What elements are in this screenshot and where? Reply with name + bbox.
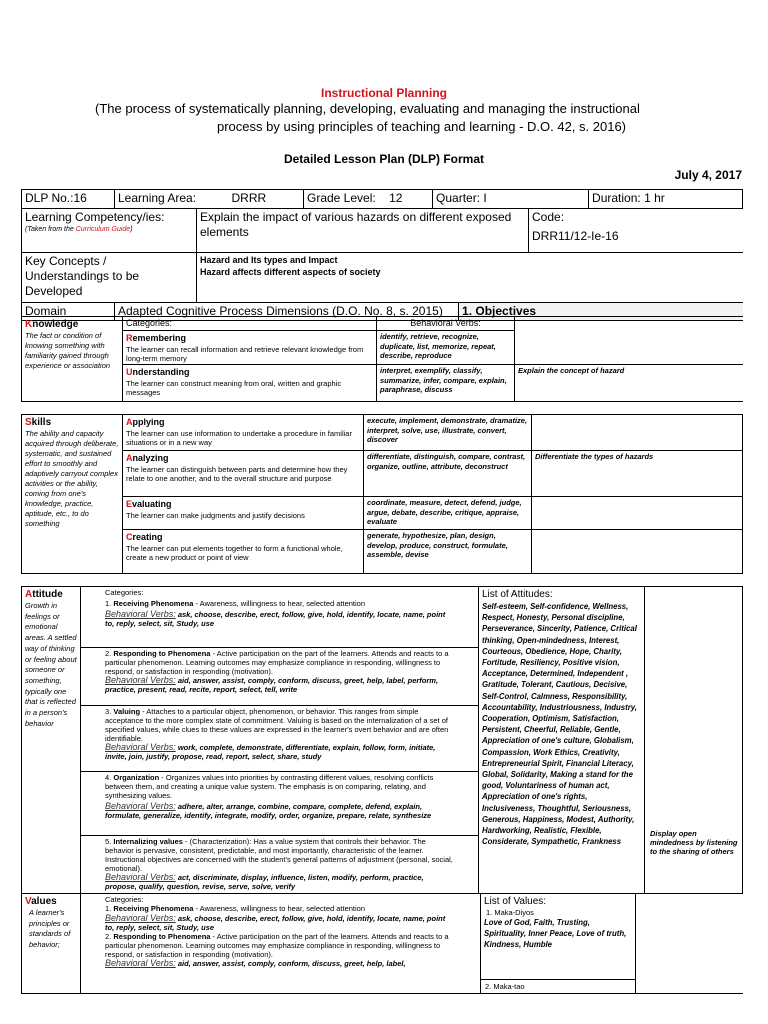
understanding-title: [126, 366, 373, 379]
format-title: Detailed Lesson Plan (DLP) Format: [283, 152, 485, 166]
curriculum-guide-link[interactable]: Curriculum Guide: [75, 226, 131, 233]
creating-cell: [123, 530, 364, 574]
page-subtitle: [95, 100, 655, 136]
values-objective-cell: [636, 894, 743, 994]
attitude-initial: A: [25, 589, 33, 600]
attitude-item-3-text: [105, 707, 454, 743]
skills-rest: kills: [31, 417, 52, 428]
analyzing-desc: The learner can distinguish between parts and determine how they relate to one another, and to the overall structure and purpose: [126, 465, 348, 483]
remembering-verbs: identify, retrieve, recognize, duplicate, list, memorize, repeat, describe, reproduce: [377, 331, 515, 365]
values-item-1-desc: - Awareness, willingness to hear, selected attention: [193, 904, 366, 913]
remembering-desc: The learner can recall information and retrieve relevant knowledge from long-term memory: [126, 345, 364, 363]
analyzing-cell: [123, 451, 364, 497]
attitude-item-2-num: 2.: [105, 649, 112, 658]
attitude-item-4-verbs: [105, 802, 454, 820]
values-list: [481, 894, 636, 980]
attitude-verbs-label-2: Behavioral Verbs:: [105, 675, 176, 685]
skills-domain: [22, 415, 123, 574]
key-concepts-label: Key Concepts / Understandings to be Developed: [22, 253, 197, 303]
lesson-date: July 4, 2017: [674, 168, 742, 182]
attitude-item-2-desc: - Active participation on the part of the learners. Attends and reacts to a particular phenomenon. Learning outcomes may emphasize compliance in responding, willingness to respond, or satisfaction in responding (motivation).: [105, 649, 449, 676]
attitude-item-2-verbs-text: aid, answer, assist, comply, conform, discuss, greet, help, label, perform, practice, present, read, recite, report, select, tell, write: [105, 676, 439, 694]
evaluating-cell: [123, 497, 364, 530]
values-item-2: [81, 932, 480, 968]
attitude-item-5: [81, 836, 478, 893]
key-concepts-text: [197, 253, 743, 303]
subtitle-line-1: (The process of systematically planning, developing, evaluating and managing the instructional: [95, 101, 640, 116]
creating-objective: [532, 530, 743, 574]
code-value: DRR11/12-Ie-16: [532, 229, 619, 243]
understanding-objective: Explain the concept of hazard: [515, 365, 743, 402]
attitude-categories-label: Categories:: [105, 588, 144, 597]
creating-rest: reating: [132, 532, 163, 542]
attitude-item-4-text: [105, 773, 454, 800]
creating-initial: C: [126, 532, 133, 542]
grade-level: [304, 190, 433, 209]
attitude-item-5-num: 5.: [105, 837, 112, 846]
attitude-item-2-verbs: [105, 676, 454, 694]
values-list-item-1: 1. Maka-Diyos: [486, 908, 534, 917]
applying-verbs: execute, implement, demonstrate, dramatize, interpret, solve, use, illustrate, convert, discover: [364, 415, 532, 451]
attitude-title: [25, 588, 77, 601]
attitude-item-1-text: [105, 599, 454, 608]
evaluating-desc: The learner can make judgments and justify decisions: [126, 511, 305, 520]
attitude-item-2-text: [105, 649, 454, 676]
evaluating-initial: E: [126, 499, 133, 509]
applying-desc: The learner can use information to undertake a procedure in familiar situations or in a new way: [126, 429, 352, 447]
info-table: [21, 189, 743, 321]
attitude-item-3-verbs-text: work, complete, demonstrate, differentiate, explain, follow, form, initiate, invite, join, justify, propose, read, report, select, share, study: [105, 743, 436, 761]
values-domain: [22, 894, 81, 994]
remembering-rest: emembering: [132, 333, 187, 343]
attitude-domain: [22, 587, 81, 894]
applying-title: [126, 416, 360, 429]
applying-initial: A: [126, 417, 133, 427]
values-item-2-verbs: [105, 959, 456, 968]
quarter: Quarter: I: [433, 190, 589, 209]
duration: Duration: 1 hr: [589, 190, 743, 209]
attitude-table: [21, 586, 743, 894]
competency-note-prefix: (Taken from the: [25, 226, 76, 233]
verbs-header: Behavioral Verbs:: [377, 317, 515, 331]
analyzing-verbs: differentiate, distinguish, compare, contrast, organize, outline, attribute, deconstruct: [364, 451, 532, 497]
understanding-verbs: interpret, exemplify, classify, summarize, infer, compare, explain, paraphrase, discuss: [377, 365, 515, 402]
remembering-cell: [123, 331, 377, 365]
understanding-desc: The learner can construct meaning from oral, written and graphic messages: [126, 379, 342, 397]
creating-desc: The learner can put elements together to form a functional whole, create a new product or point of view: [126, 544, 343, 562]
learning-area-label: Learning Area:: [115, 190, 229, 209]
applying-rest: pplying: [132, 417, 165, 427]
creating-title: [126, 531, 360, 544]
values-item-2-verbs-text: aid, answer, assist, comply, conform, discuss, greet, help, label,: [177, 959, 406, 968]
attitude-rest: ttitude: [32, 589, 63, 600]
analyzing-objective: Differentiate the types of hazards: [532, 451, 743, 497]
applying-objective: [532, 415, 743, 451]
attitude-item-3-verbs: [105, 743, 454, 761]
evaluating-objective: [532, 497, 743, 530]
knowledge-initial: K: [25, 319, 33, 330]
knowledge-title: [25, 318, 119, 331]
objectives-header: 1. Objectives: [459, 303, 743, 321]
attitude-categories: [81, 587, 479, 894]
attitude-item-5-verbs: [105, 873, 454, 891]
key-concept-2: Hazard affects different aspects of society: [200, 267, 381, 277]
domain-header: Domain: [22, 303, 115, 321]
analyzing-rest: nalyzing: [132, 453, 169, 463]
attitude-item-4-name: Organization: [113, 773, 160, 782]
code-cell: [529, 209, 743, 253]
values-rest: alues: [31, 896, 57, 907]
attitude-item-1-verbs: [105, 610, 454, 628]
knowledge-desc: The fact or condition of knowing something with familiarity gained through experience or association: [25, 331, 111, 370]
attitude-list-label: List of Attitudes:: [482, 589, 553, 600]
values-list-item-1-desc: Love of God, Faith, Trusting, Spirituality, Inner Peace, Love of truth, Kindness, Humble: [484, 918, 627, 949]
applying-cell: [123, 415, 364, 451]
values-item-2-num: 2.: [105, 932, 112, 941]
competency-label-cell: [22, 209, 197, 253]
evaluating-verbs: coordinate, measure, detect, defend, judge, argue, debate, describe, critique, appraise, evaluate: [364, 497, 532, 530]
subtitle-line-2: process by using principles of teaching and learning - D.O. 42, s. 2016): [217, 119, 627, 134]
attitude-objective: Display open mindedness by listening to the sharing of others: [650, 829, 738, 856]
values-item-1-verbs-text: ask, choose, describe, erect, follow, give, hold, identify, locate, name, point to, reply, select, sit, Study, use: [105, 914, 446, 932]
code-label: Code:: [532, 210, 565, 224]
understanding-rest: nderstanding: [132, 367, 190, 377]
dimensions-header: Adapted Cognitive Process Dimensions (D.O. No. 8, s. 2015): [115, 303, 459, 321]
attitude-item-2: [81, 648, 478, 706]
attitude-item-3-desc: - Attaches to a particular object, phenomenon, or behavior. This ranges from simple acceptance to the more complex state of commitment. Valuing is based on the internalization of a set of specified values, while clues to these values are expressed in the learner's overt behavior and are often identifiable.: [105, 707, 449, 743]
attitude-objective-cell: [645, 587, 743, 894]
grade-label: Grade Level:: [307, 191, 376, 205]
values-item-2-name: Responding to Phenomena: [113, 932, 211, 941]
knowledge-rest: nowledge: [32, 319, 79, 330]
key-concept-1: Hazard and Its types and Impact: [200, 255, 338, 265]
skills-title: [25, 416, 119, 429]
values-list-label: List of Values:: [484, 896, 547, 907]
values-title: [25, 895, 77, 908]
learning-area-value: DRRR: [229, 190, 304, 209]
values-item-2-desc: - Active participation on the part of the learners. Attends and reacts to a particular phenomenon. Learning outcomes may emphasize compliance in responding, willingness to respond, or satisfaction in responding (motivation).: [105, 932, 449, 959]
dlp-no: DLP No.:16: [22, 190, 115, 209]
values-desc: A learner's principles or standards of behavior;: [29, 908, 71, 950]
understanding-initial: U: [126, 367, 133, 377]
attitude-list: [479, 587, 645, 894]
attitude-verbs-label-1: Behavioral Verbs:: [105, 609, 176, 619]
attitude-verbs-label-4: Behavioral Verbs:: [105, 801, 176, 811]
attitude-item-4-verbs-text: adhere, alter, arrange, combine, compare, complete, defend, explain, formulate, generalize, identify, integrate, modify, order, organize, prepare, relate, synthesize: [105, 802, 432, 820]
attitude-item-1-num: 1.: [105, 599, 112, 608]
values-item-2-text: [105, 932, 456, 959]
attitude-verbs-label-3: Behavioral Verbs:: [105, 742, 176, 752]
attitude-item-3-name: Valuing: [113, 707, 141, 716]
values-item-1-num: 1.: [105, 904, 112, 913]
knowledge-table: [21, 316, 743, 402]
page-title: Instructional Planning: [320, 86, 447, 100]
evaluating-rest: valuating: [132, 499, 172, 509]
values-table: [21, 893, 743, 994]
competency-note-suffix: ): [130, 226, 133, 233]
knowledge-domain: [22, 317, 123, 402]
remembering-title: [126, 332, 373, 345]
attitude-item-5-verbs-text: act, discriminate, display, influence, listen, modify, perform, practice, propose, qualify, question, revise, serve, solve, verify: [105, 873, 424, 891]
values-item-1-name: Receiving Phenomena: [113, 904, 194, 913]
skills-desc: The ability and capacity acquired through deliberate, systematic, and sustained effort to smoothly and adaptively carryout complex activities or the ability, coming from one's knowledge, practice, aptitude, etc., to do something: [25, 429, 119, 528]
attitude-item-3: [81, 706, 478, 772]
values-categories-label: Categories:: [105, 895, 144, 904]
grade-value: 12: [389, 191, 403, 205]
competency-label: Learning Competency/ies:: [25, 210, 165, 224]
attitude-item-4-num: 4.: [105, 773, 112, 782]
understanding-cell: [123, 365, 377, 402]
attitude-list-text: Self-esteem, Self-confidence, Wellness, Respect, Honesty, Personal discipline, Perseverance, Sincerity, Patience, Critical thinking, Open-mindedness, Interest, Courteous, Obedience, Hope, Charity, Fortitude, Resiliency, Positive vision, Acceptance, Determined, Independent , Gratitude, Tolerant, Cautious, Decisive, Self-Control, Calmness, Responsibility, Accountability, Industriousness, Industry, Cooperation, Optimism, Satisfaction, Persistent, Cheerful, Reliable, Gentle, Appreciation of one's culture, Globalism, Compassion, Work Ethics, Creativity, Entrepreneurial Spirit, Financial Literacy, Global, Solidarity, Making a stand for the good, Voluntariness of human act, Appreciation of one's rights, Inclusiveness, Thoughtful, Seriousness, Generous, Happiness, Modest, Authority, Hardworking, Realistic, Flexible, Considerate, Sympathetic, Frankness: [482, 602, 637, 847]
values-categories: [81, 894, 481, 994]
skills-table: [21, 414, 743, 574]
attitude-item-4: [81, 772, 478, 836]
competency-note: [25, 225, 193, 234]
values-item-1-verbs: [105, 914, 456, 932]
attitude-item-1-desc: - Awareness, willingness to hear, selected attention: [193, 599, 366, 608]
attitude-item-4-desc: - Organizes values into priorities by contrasting different values, resolving conflicts between them, and creating a unique value system. The emphasis is on comparing, relating, and synthesizing values.: [105, 773, 434, 800]
analyzing-title: [126, 452, 360, 465]
values-list-item-2: 2. Maka-tao: [481, 980, 636, 994]
values-verbs-label-2: Behavioral Verbs:: [105, 958, 176, 968]
analyzing-initial: A: [126, 453, 133, 463]
attitude-item-3-num: 3.: [105, 707, 112, 716]
values-initial: V: [25, 896, 32, 907]
attitude-item-1-verbs-text: ask, choose, describe, erect, follow, give, hold, identify, locate, name, point to, reply, select, sit, Study, use: [105, 610, 446, 628]
categories-header: Categories:: [123, 317, 377, 331]
attitude-desc: Growth in feelings or emotional areas. A settled way of thinking or feeling about someone or something, typically one that is reflected in a person's behavior: [25, 601, 77, 728]
attitude-item-2-name: Responding to Phenomena: [113, 649, 211, 658]
attitude-verbs-label-5: Behavioral Verbs:: [105, 872, 176, 882]
creating-verbs: generate, hypothesize, plan, design, develop, produce, construct, formulate, assemble, devise: [364, 530, 532, 574]
attitude-item-5-desc: - (Characterization): Has a value system that controls their behavior. The behavior is pervasive, consistent, predictable, and most importantly, characteristic of the learner. Instructional objectives are concerned with the student's general patterns of adjustment (personal, social, emotional).: [105, 837, 453, 873]
objective-empty: [515, 317, 743, 365]
skills-initial: S: [25, 417, 32, 428]
attitude-item-5-name: Internalizing values: [113, 837, 183, 846]
evaluating-title: [126, 498, 360, 511]
attitude-item-1: [81, 598, 478, 648]
competency-text: Explain the impact of various hazards on different exposed elements: [197, 209, 529, 253]
values-item-1-text: [105, 904, 456, 913]
attitude-item-5-text: [105, 837, 454, 873]
values-item-1: [81, 904, 480, 932]
remembering-initial: R: [126, 333, 133, 343]
attitude-item-1-name: Receiving Phenomena: [113, 599, 194, 608]
values-verbs-label-1: Behavioral Verbs:: [105, 913, 176, 923]
